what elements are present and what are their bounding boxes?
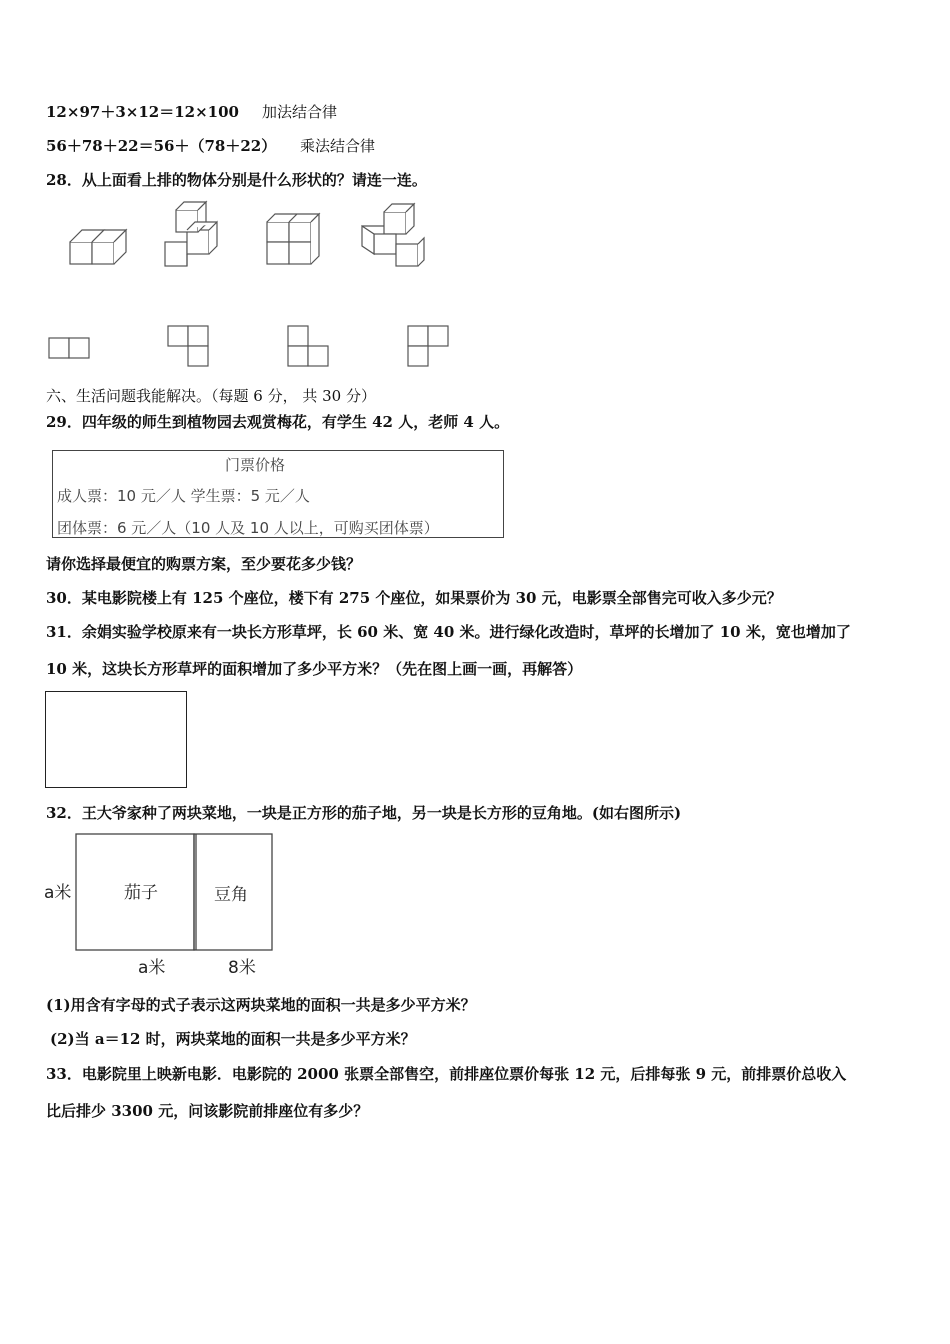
ticket-table-row-1: 成人票：10 元／人 学生票：5 元／人 <box>57 487 310 505</box>
question-29-ask: 请你选择最便宜的购票方案，至少要花多少钱？ <box>46 555 362 573</box>
question-32-sub-1: (1)用含有字母的式子表示这两块菜地的面积一共是多少平方米？ <box>46 996 476 1014</box>
bottom-8-label: 8米 <box>228 958 256 978</box>
top-view-4 <box>408 326 448 366</box>
law-label-2: 乘法结合律 <box>300 137 376 155</box>
ticket-table-title: 门票价格 <box>225 456 286 474</box>
question-29: 29．四年级的师生到植物园去观赏梅花，有学生 42 人，老师 4 人。 <box>46 413 510 431</box>
expr-row-1: 12×97＋3×12＝12×100 <box>46 103 239 121</box>
side-length-label: a米 <box>44 883 72 903</box>
question-30: 30．某电影院楼上有 125 个座位，楼下有 275 个座位，如果票价为 30 元，电影票全部售完可收入多少元？ <box>46 589 782 607</box>
bottom-a-label: a米 <box>138 958 166 978</box>
top-view-1 <box>49 338 89 358</box>
eggplant-label: 茄子 <box>124 883 158 903</box>
expr-row-2: 56＋78＋22＝56＋（78＋22） <box>46 137 277 155</box>
question-32-sub-2: (2)当 a＝12 时，两块菜地的面积一共是多少平方米？ <box>50 1030 416 1048</box>
ticket-price-table <box>52 450 504 538</box>
ticket-table-row-2: 团体票：6 元／人（10 人及 10 人以上，可购买团体票） <box>57 519 439 537</box>
cube-figure-2 <box>165 202 217 266</box>
question-33-line-1: 33．电影院里上映新电影．电影院的 2000 张票全部售空，前排座位票价每张 12 元，后排每张 9 元，前排票价总收入 <box>46 1065 847 1083</box>
question-28: 28．从上面看上排的物体分别是什么形状的？请连一连。 <box>46 171 427 189</box>
law-label-1: 加法结合律 <box>262 103 338 121</box>
section-6-heading: 六、生活问题我能解决。（每题 6 分， 共 30 分） <box>46 387 376 405</box>
question-33-line-2: 比后排少 3300 元，问该影院前排座位有多少？ <box>46 1102 369 1120</box>
top-view-3 <box>288 326 328 366</box>
bean-label: 豆角 <box>214 885 248 905</box>
question-31-line-1: 31．余娟实验学校原来有一块长方形草坪，长 60 米、宽 40 米。进行绿化改造时，草坪的长增加了 10 米，宽也增加了 <box>46 623 851 641</box>
lawn-rectangle <box>45 691 187 788</box>
question-31-line-2: 10 米，这块长方形草坪的面积增加了多少平方米？（先在图上画一画，再解答） <box>46 660 583 678</box>
cube-figures <box>0 200 950 360</box>
top-view-2 <box>168 326 208 366</box>
garden-diagram <box>44 832 294 972</box>
cube-figure-4 <box>362 204 424 266</box>
cube-figure-3 <box>267 214 319 264</box>
cube-figure-1 <box>70 230 126 264</box>
question-32: 32．王大爷家种了两块菜地，一块是正方形的茄子地，另一块是长方形的豆角地。(如右图所示) <box>46 804 682 822</box>
